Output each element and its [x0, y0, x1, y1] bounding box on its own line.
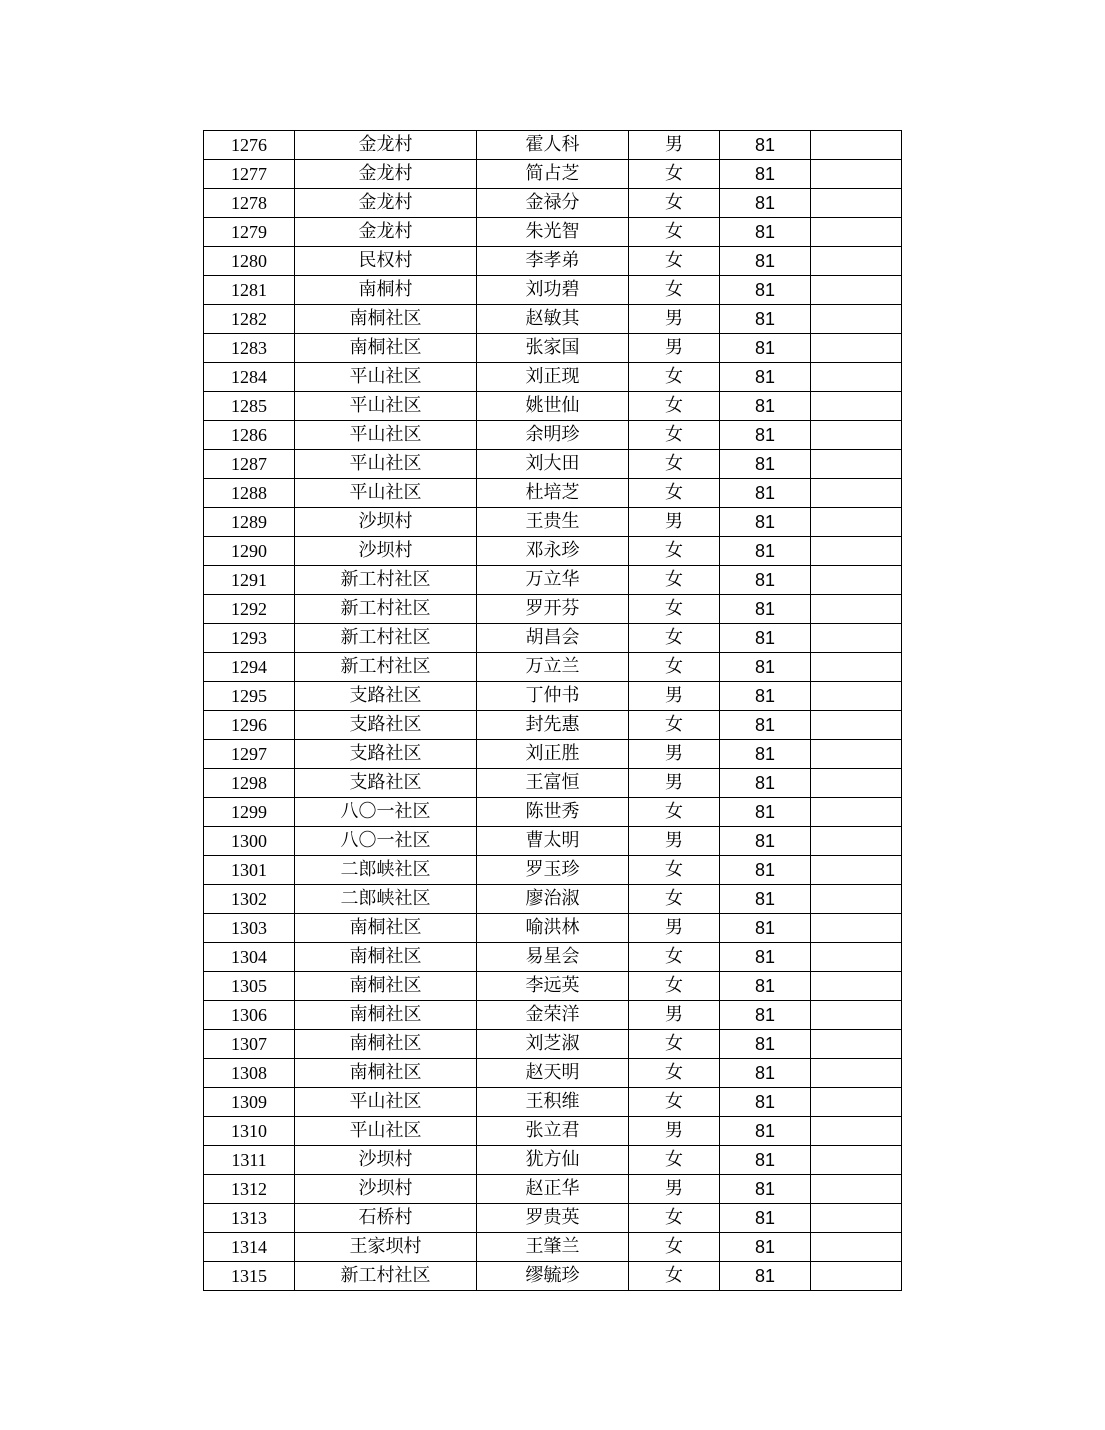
person-name-cell: 金荣洋 [477, 1001, 629, 1030]
community-cell: 平山社区 [295, 450, 477, 479]
community-cell: 新工村社区 [295, 653, 477, 682]
community-cell: 二郎峡社区 [295, 885, 477, 914]
gender-cell: 男 [629, 1001, 720, 1030]
person-name-cell: 胡昌会 [477, 624, 629, 653]
age-cell: 81 [720, 189, 811, 218]
community-cell: 二郎峡社区 [295, 856, 477, 885]
row-number-cell: 1285 [204, 392, 295, 421]
community-cell: 八〇一社区 [295, 827, 477, 856]
age-cell: 81 [720, 1146, 811, 1175]
community-cell: 金龙村 [295, 189, 477, 218]
table-row [204, 972, 902, 1001]
person-name-cell: 张立君 [477, 1117, 629, 1146]
age-cell: 81 [720, 450, 811, 479]
note-cell [811, 827, 902, 856]
note-cell [811, 131, 902, 160]
age-cell: 81 [720, 1059, 811, 1088]
note-cell [811, 334, 902, 363]
person-name-cell: 李孝弟 [477, 247, 629, 276]
person-name-cell: 王肇兰 [477, 1233, 629, 1262]
gender-cell: 女 [629, 1146, 720, 1175]
person-name-cell: 缪毓珍 [477, 1262, 629, 1291]
person-name-cell: 罗开芬 [477, 595, 629, 624]
gender-cell: 女 [629, 392, 720, 421]
gender-cell: 女 [629, 972, 720, 1001]
person-name-cell: 王积维 [477, 1088, 629, 1117]
age-cell: 81 [720, 682, 811, 711]
note-cell [811, 682, 902, 711]
table-row [204, 189, 902, 218]
age-cell: 81 [720, 798, 811, 827]
age-cell: 81 [720, 1117, 811, 1146]
note-cell [811, 1117, 902, 1146]
age-cell: 81 [720, 160, 811, 189]
person-name-cell: 王贵生 [477, 508, 629, 537]
row-number-cell: 1311 [204, 1146, 295, 1175]
gender-cell: 男 [629, 827, 720, 856]
age-cell: 81 [720, 914, 811, 943]
gender-cell: 男 [629, 131, 720, 160]
row-number-cell: 1293 [204, 624, 295, 653]
gender-cell: 男 [629, 305, 720, 334]
age-cell: 81 [720, 1001, 811, 1030]
row-number-cell: 1313 [204, 1204, 295, 1233]
gender-cell: 女 [629, 276, 720, 305]
table-row [204, 276, 902, 305]
person-name-cell: 犹方仙 [477, 1146, 629, 1175]
gender-cell: 女 [629, 798, 720, 827]
age-cell: 81 [720, 566, 811, 595]
table-row [204, 305, 902, 334]
community-cell: 支路社区 [295, 711, 477, 740]
note-cell [811, 1175, 902, 1204]
note-cell [811, 537, 902, 566]
table-row [204, 1262, 902, 1291]
community-cell: 平山社区 [295, 1117, 477, 1146]
table-row [204, 1001, 902, 1030]
gender-cell: 女 [629, 1262, 720, 1291]
gender-cell: 男 [629, 914, 720, 943]
age-cell: 81 [720, 856, 811, 885]
table-row [204, 247, 902, 276]
gender-cell: 女 [629, 218, 720, 247]
table-row [204, 1088, 902, 1117]
age-cell: 81 [720, 537, 811, 566]
table-row [204, 711, 902, 740]
age-cell: 81 [720, 885, 811, 914]
community-cell: 平山社区 [295, 421, 477, 450]
row-number-cell: 1280 [204, 247, 295, 276]
gender-cell: 女 [629, 1059, 720, 1088]
note-cell [811, 1262, 902, 1291]
community-cell: 南桐社区 [295, 1001, 477, 1030]
age-cell: 81 [720, 827, 811, 856]
row-number-cell: 1303 [204, 914, 295, 943]
person-name-cell: 罗贵英 [477, 1204, 629, 1233]
row-number-cell: 1309 [204, 1088, 295, 1117]
person-name-cell: 刘正现 [477, 363, 629, 392]
community-cell: 新工村社区 [295, 566, 477, 595]
row-number-cell: 1279 [204, 218, 295, 247]
gender-cell: 女 [629, 1088, 720, 1117]
gender-cell: 女 [629, 711, 720, 740]
roster-table [203, 130, 902, 1291]
table-row [204, 769, 902, 798]
person-name-cell: 丁仲书 [477, 682, 629, 711]
person-name-cell: 陈世秀 [477, 798, 629, 827]
community-cell: 新工村社区 [295, 1262, 477, 1291]
row-number-cell: 1282 [204, 305, 295, 334]
age-cell: 81 [720, 1088, 811, 1117]
community-cell: 南桐社区 [295, 943, 477, 972]
gender-cell: 女 [629, 247, 720, 276]
row-number-cell: 1278 [204, 189, 295, 218]
age-cell: 81 [720, 653, 811, 682]
community-cell: 南桐村 [295, 276, 477, 305]
gender-cell: 女 [629, 1233, 720, 1262]
community-cell: 平山社区 [295, 1088, 477, 1117]
table-row [204, 682, 902, 711]
note-cell [811, 479, 902, 508]
table-row [204, 392, 902, 421]
row-number-cell: 1304 [204, 943, 295, 972]
table-row [204, 885, 902, 914]
person-name-cell: 杜培芝 [477, 479, 629, 508]
age-cell: 81 [720, 1262, 811, 1291]
community-cell: 平山社区 [295, 479, 477, 508]
age-cell: 81 [720, 769, 811, 798]
note-cell [811, 1059, 902, 1088]
table-row [204, 653, 902, 682]
row-number-cell: 1306 [204, 1001, 295, 1030]
note-cell [811, 276, 902, 305]
row-number-cell: 1308 [204, 1059, 295, 1088]
person-name-cell: 王富恒 [477, 769, 629, 798]
table-row [204, 624, 902, 653]
gender-cell: 男 [629, 1175, 720, 1204]
person-name-cell: 简占芝 [477, 160, 629, 189]
row-number-cell: 1307 [204, 1030, 295, 1059]
person-name-cell: 姚世仙 [477, 392, 629, 421]
note-cell [811, 1146, 902, 1175]
note-cell [811, 769, 902, 798]
community-cell: 南桐社区 [295, 972, 477, 1001]
table-row [204, 1175, 902, 1204]
note-cell [811, 450, 902, 479]
row-number-cell: 1291 [204, 566, 295, 595]
person-name-cell: 罗玉珍 [477, 856, 629, 885]
age-cell: 81 [720, 421, 811, 450]
gender-cell: 女 [629, 595, 720, 624]
age-cell: 81 [720, 972, 811, 1001]
table-row [204, 1204, 902, 1233]
row-number-cell: 1286 [204, 421, 295, 450]
gender-cell: 男 [629, 508, 720, 537]
row-number-cell: 1300 [204, 827, 295, 856]
person-name-cell: 曹太明 [477, 827, 629, 856]
note-cell [811, 856, 902, 885]
note-cell [811, 1030, 902, 1059]
gender-cell: 女 [629, 537, 720, 566]
gender-cell: 男 [629, 334, 720, 363]
age-cell: 81 [720, 1175, 811, 1204]
table-row [204, 421, 902, 450]
gender-cell: 男 [629, 1117, 720, 1146]
row-number-cell: 1302 [204, 885, 295, 914]
note-cell [811, 914, 902, 943]
gender-cell: 女 [629, 363, 720, 392]
roster-table-body [204, 131, 902, 1291]
table-row [204, 827, 902, 856]
row-number-cell: 1299 [204, 798, 295, 827]
age-cell: 81 [720, 305, 811, 334]
age-cell: 81 [720, 276, 811, 305]
person-name-cell: 封先惠 [477, 711, 629, 740]
gender-cell: 女 [629, 479, 720, 508]
row-number-cell: 1283 [204, 334, 295, 363]
gender-cell: 男 [629, 769, 720, 798]
table-row [204, 798, 902, 827]
note-cell [811, 711, 902, 740]
row-number-cell: 1289 [204, 508, 295, 537]
person-name-cell: 赵正华 [477, 1175, 629, 1204]
note-cell [811, 943, 902, 972]
person-name-cell: 金禄分 [477, 189, 629, 218]
row-number-cell: 1312 [204, 1175, 295, 1204]
note-cell [811, 798, 902, 827]
community-cell: 南桐社区 [295, 1030, 477, 1059]
table-row [204, 218, 902, 247]
note-cell [811, 421, 902, 450]
note-cell [811, 508, 902, 537]
person-name-cell: 刘正胜 [477, 740, 629, 769]
row-number-cell: 1305 [204, 972, 295, 1001]
gender-cell: 女 [629, 421, 720, 450]
note-cell [811, 247, 902, 276]
note-cell [811, 653, 902, 682]
community-cell: 平山社区 [295, 392, 477, 421]
table-row [204, 537, 902, 566]
community-cell: 南桐社区 [295, 305, 477, 334]
person-name-cell: 赵敏其 [477, 305, 629, 334]
table-row [204, 914, 902, 943]
age-cell: 81 [720, 1030, 811, 1059]
table-row [204, 160, 902, 189]
age-cell: 81 [720, 218, 811, 247]
note-cell [811, 218, 902, 247]
community-cell: 沙坝村 [295, 1175, 477, 1204]
community-cell: 南桐社区 [295, 1059, 477, 1088]
person-name-cell: 刘芝淑 [477, 1030, 629, 1059]
age-cell: 81 [720, 1204, 811, 1233]
row-number-cell: 1277 [204, 160, 295, 189]
person-name-cell: 刘功碧 [477, 276, 629, 305]
note-cell [811, 392, 902, 421]
row-number-cell: 1310 [204, 1117, 295, 1146]
gender-cell: 女 [629, 653, 720, 682]
table-row [204, 508, 902, 537]
community-cell: 支路社区 [295, 682, 477, 711]
person-name-cell: 万立华 [477, 566, 629, 595]
table-row [204, 1030, 902, 1059]
person-name-cell: 余明珍 [477, 421, 629, 450]
gender-cell: 女 [629, 189, 720, 218]
person-name-cell: 李远英 [477, 972, 629, 1001]
table-row [204, 334, 902, 363]
note-cell [811, 1233, 902, 1262]
note-cell [811, 1001, 902, 1030]
table-row [204, 363, 902, 392]
gender-cell: 女 [629, 1030, 720, 1059]
person-name-cell: 赵天明 [477, 1059, 629, 1088]
person-name-cell: 易星会 [477, 943, 629, 972]
row-number-cell: 1294 [204, 653, 295, 682]
community-cell: 石桥村 [295, 1204, 477, 1233]
row-number-cell: 1281 [204, 276, 295, 305]
person-name-cell: 刘大田 [477, 450, 629, 479]
person-name-cell: 喻洪林 [477, 914, 629, 943]
gender-cell: 女 [629, 160, 720, 189]
person-name-cell: 张家国 [477, 334, 629, 363]
person-name-cell: 霍人科 [477, 131, 629, 160]
gender-cell: 女 [629, 1204, 720, 1233]
age-cell: 81 [720, 595, 811, 624]
note-cell [811, 305, 902, 334]
community-cell: 民权村 [295, 247, 477, 276]
note-cell [811, 566, 902, 595]
gender-cell: 男 [629, 740, 720, 769]
table-row [204, 1117, 902, 1146]
row-number-cell: 1290 [204, 537, 295, 566]
note-cell [811, 972, 902, 1001]
age-cell: 81 [720, 479, 811, 508]
row-number-cell: 1297 [204, 740, 295, 769]
person-name-cell: 朱光智 [477, 218, 629, 247]
table-row [204, 943, 902, 972]
gender-cell: 男 [629, 682, 720, 711]
table-row [204, 450, 902, 479]
table-row [204, 479, 902, 508]
table-row [204, 856, 902, 885]
note-cell [811, 1204, 902, 1233]
age-cell: 81 [720, 392, 811, 421]
person-name-cell: 邓永珍 [477, 537, 629, 566]
gender-cell: 女 [629, 885, 720, 914]
age-cell: 81 [720, 334, 811, 363]
age-cell: 81 [720, 740, 811, 769]
age-cell: 81 [720, 711, 811, 740]
row-number-cell: 1276 [204, 131, 295, 160]
gender-cell: 女 [629, 624, 720, 653]
gender-cell: 女 [629, 566, 720, 595]
person-name-cell: 廖治淑 [477, 885, 629, 914]
note-cell [811, 189, 902, 218]
note-cell [811, 740, 902, 769]
person-name-cell: 万立兰 [477, 653, 629, 682]
community-cell: 支路社区 [295, 769, 477, 798]
row-number-cell: 1284 [204, 363, 295, 392]
community-cell: 沙坝村 [295, 508, 477, 537]
row-number-cell: 1301 [204, 856, 295, 885]
table-row [204, 1059, 902, 1088]
age-cell: 81 [720, 1233, 811, 1262]
age-cell: 81 [720, 624, 811, 653]
table-row [204, 1233, 902, 1262]
row-number-cell: 1298 [204, 769, 295, 798]
note-cell [811, 363, 902, 392]
row-number-cell: 1292 [204, 595, 295, 624]
community-cell: 王家坝村 [295, 1233, 477, 1262]
note-cell [811, 595, 902, 624]
row-number-cell: 1288 [204, 479, 295, 508]
note-cell [811, 624, 902, 653]
community-cell: 新工村社区 [295, 624, 477, 653]
table-row [204, 1146, 902, 1175]
row-number-cell: 1314 [204, 1233, 295, 1262]
note-cell [811, 1088, 902, 1117]
community-cell: 沙坝村 [295, 537, 477, 566]
gender-cell: 女 [629, 856, 720, 885]
community-cell: 金龙村 [295, 160, 477, 189]
row-number-cell: 1296 [204, 711, 295, 740]
community-cell: 沙坝村 [295, 1146, 477, 1175]
table-row [204, 131, 902, 160]
community-cell: 八〇一社区 [295, 798, 477, 827]
table-row [204, 595, 902, 624]
note-cell [811, 160, 902, 189]
row-number-cell: 1315 [204, 1262, 295, 1291]
age-cell: 81 [720, 508, 811, 537]
note-cell [811, 885, 902, 914]
gender-cell: 女 [629, 450, 720, 479]
community-cell: 新工村社区 [295, 595, 477, 624]
community-cell: 南桐社区 [295, 334, 477, 363]
community-cell: 平山社区 [295, 363, 477, 392]
age-cell: 81 [720, 247, 811, 276]
community-cell: 金龙村 [295, 218, 477, 247]
age-cell: 81 [720, 363, 811, 392]
row-number-cell: 1295 [204, 682, 295, 711]
community-cell: 支路社区 [295, 740, 477, 769]
table-row [204, 740, 902, 769]
age-cell: 81 [720, 131, 811, 160]
table-row [204, 566, 902, 595]
community-cell: 金龙村 [295, 131, 477, 160]
document-page [203, 130, 901, 1291]
gender-cell: 女 [629, 943, 720, 972]
row-number-cell: 1287 [204, 450, 295, 479]
community-cell: 南桐社区 [295, 914, 477, 943]
age-cell: 81 [720, 943, 811, 972]
